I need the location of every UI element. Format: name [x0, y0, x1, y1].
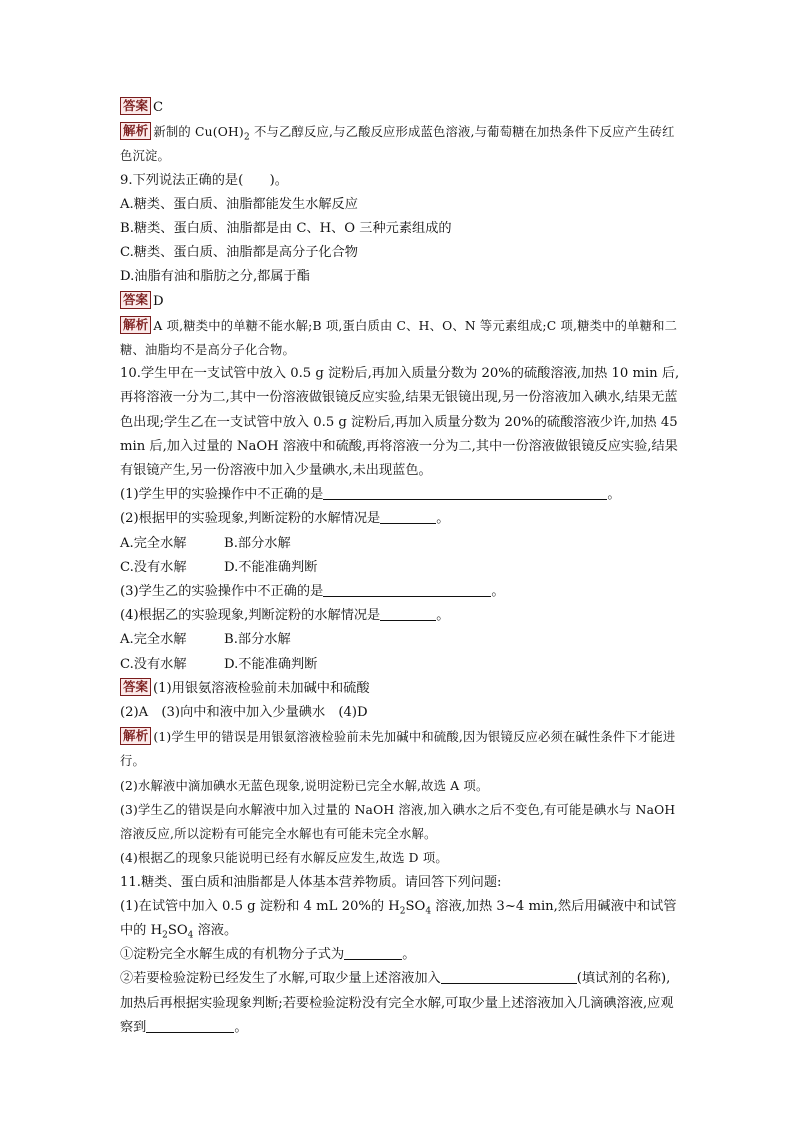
analysis-tag: 解析: [120, 316, 151, 334]
q10-sub3: (3)学生乙的实验操作中不正确的是 。: [120, 584, 505, 600]
analysis-tag: 解析: [120, 122, 151, 140]
q10-stem: 10.学生甲在一支试管中放入 0.5 g 淀粉后,再加入质量分数为 20%的硫酸溶液,加热 10 min 后,再将溶液一分为二,其中一份溶液做银镜反应实验,结果无银镜出现,另一份溶液加入碘水,结果无蓝色出现;学生乙在一支试管中放入 0.5 g 淀粉后,再加入质量分数为 20%的硫酸溶液少许,加热 45 min 后,加入过量的 NaOH 溶液中和硫酸,再将溶液一分为二,其中一份溶液做银镜反应实验,结果有银镜产生,另一份溶液中加入少量碘水,未出现蓝色。: [120, 366, 680, 479]
q11-stem: 11.糖类、蛋白质和油脂都是人体基本营养物质。请回答下列问题:: [120, 874, 502, 890]
answer-tag: 答案: [120, 678, 151, 696]
q10-analysis-4: (4)根据乙的现象只能说明已经有水解反应发生,故选 D 项。: [120, 851, 448, 866]
answer-blank[interactable]: [323, 582, 491, 597]
q10-options-cd-2: C.没有水解 D.不能准确判断: [120, 656, 318, 672]
analysis-tag: 解析: [120, 727, 151, 745]
q10-analysis-3: (3)学生乙的错误是向水解液中加入过量的 NaOH 溶液,加入碘水之后不变色,有可能是碘水与 NaOH 溶液反应,所以淀粉有可能完全水解也有可能未完全水解。: [120, 802, 676, 842]
q9-option-b: B.糖类、蛋白质、油脂都是由 C、H、O 三种元素组成的: [120, 221, 452, 237]
answer-tag: 答案: [120, 291, 151, 309]
q8-answer-value: C: [153, 100, 164, 115]
q9-option-c: C.糖类、蛋白质、油脂都是高分子化合物: [120, 245, 358, 261]
q9-answer: 答案 D: [120, 290, 680, 314]
q10-sub1: (1)学生甲的实验操作中不正确的是 。: [120, 487, 621, 503]
q10-analysis: 解析 (1)学生甲的错误是用银氨溶液检验前未先加碱中和硫酸,因为银镜反应必须在碱性条件下才能进行。: [120, 728, 676, 769]
q10-analysis-2: (2)水解液中滴加碘水无蓝色现象,说明淀粉已完全水解,故选 A 项。: [120, 778, 489, 793]
answer-blank[interactable]: [441, 969, 577, 984]
q11-c2: ②若要检验淀粉已经发生了水解,可取少量上述溶液加入 (填试剂的名称),加热后再根据实验现象判断;若要检验淀粉没有完全水解,可取少量上述溶液加入几滴碘溶液,应观察到 。: [120, 971, 674, 1035]
answer-blank[interactable]: [380, 606, 436, 621]
q9-option-d: D.油脂有油和脂肪之分,都属于酯: [120, 269, 310, 285]
q10-options-cd-1: C.没有水解 D.不能准确判断: [120, 559, 318, 575]
q10-sub2: (2)根据甲的实验现象,判断淀粉的水解情况是 。: [120, 511, 450, 527]
answer-blank[interactable]: [380, 509, 436, 524]
answer-tag: 答案: [120, 97, 151, 115]
q9-stem: 9.下列说法正确的是( )。: [120, 172, 288, 188]
answer-blank[interactable]: [146, 1018, 234, 1033]
q9-analysis: 解析 A 项,糖类中的单糖不能水解;B 项,蛋白质由 C、H、O、N 等元素组成;C 项,糖类中的单糖和二糖、油脂均不是高分子化合物。: [120, 316, 678, 358]
q8-analysis: 解析 新制的 $Cu(OH)_2$ 不与乙醇反应,与乙酸反应形成蓝色溶液,与葡萄糖在加热条件下反应产生砖红色沉淀。: [120, 123, 675, 164]
q10-answer: 答案 (1)用银氨溶液检验前未加碱中和硫酸: [120, 677, 680, 701]
q10-sub4: (4)根据乙的实验现象,判断淀粉的水解情况是 。: [120, 608, 450, 624]
q10-options-ab-2: A.完全水解 B.部分水解: [120, 632, 291, 648]
document-content: [120, 96, 680, 1040]
q8-answer: [120, 96, 680, 120]
q11-sub1: (1)在试管中加入 0.5 g 淀粉和 4 mL 20%的 $H_2SO_4$ 溶液,加热 3~4 min,然后用碱液中和试管中的 $H_2SO_4$ 溶液。: [120, 898, 677, 941]
q10-options-ab-1: A.完全水解 B.部分水解: [120, 535, 291, 551]
q9-option-a: A.糖类、蛋白质、油脂都能发生水解反应: [120, 196, 358, 212]
q10-answer-line2: (2)A (3)向中和液中加入少量碘水 (4)D: [120, 705, 368, 721]
answer-blank[interactable]: [344, 945, 402, 960]
q11-c1: ①淀粉完全水解生成的有机物分子式为 。: [120, 947, 416, 963]
answer-blank[interactable]: [323, 485, 607, 500]
